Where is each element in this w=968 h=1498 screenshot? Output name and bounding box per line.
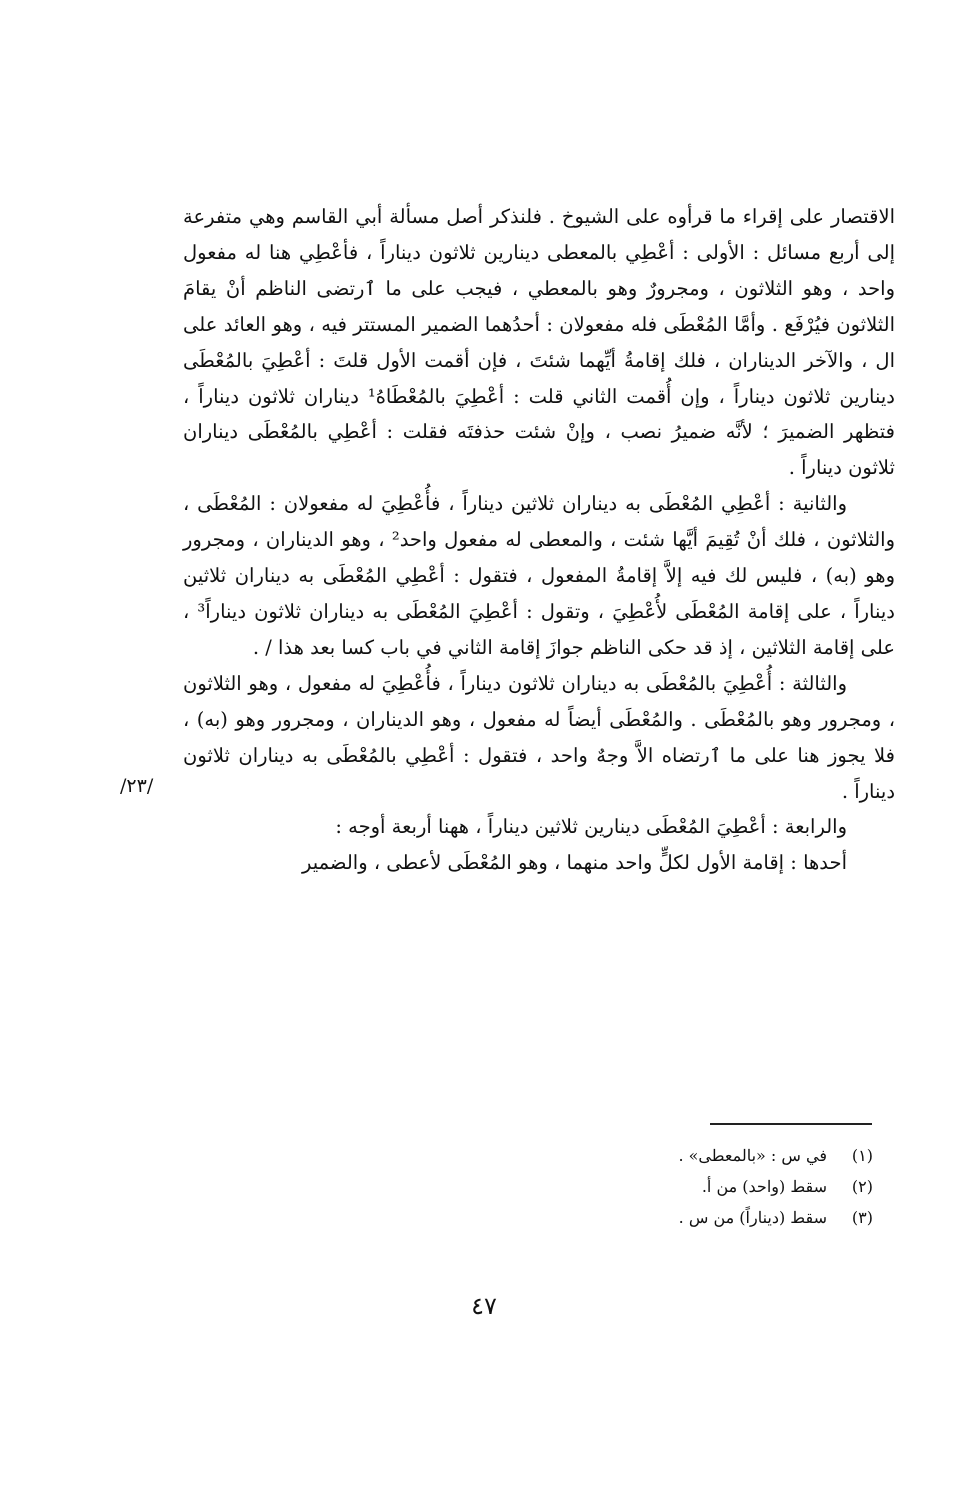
main-text (183, 199, 895, 881)
footnote-item (500, 1171, 873, 1202)
footnote-item (500, 1140, 873, 1171)
manuscript-folio-marker: /٢٣/ (120, 775, 154, 797)
footnotes (500, 1140, 873, 1233)
paragraph-first-aspect: أحدها : إقامة الأول لكلٍّ واحد منهما ، وهو المُعْطَى لأعطى ، والضمير (302, 851, 847, 875)
paragraph-fourth-case: والرابعة : أعْطِيَ المُعْطَى دينارين ثلاثين ديناراً ، ههنا أربعة أوجه : (335, 815, 847, 839)
paragraph-second-case: والثانية : أعْطِي المُعْطَى به ديناران ثلاثين ديناراً ، فأُعْطِيَ له مفعولان : المُعْطَى ، والثلاثون ، فلك أنْ تُقِيمَ أيَّها شئت ، والمعطى له مفعول واحد² ، وهو الديناران ، ومجرور وهو (به) ، فليس لك فيه إلاَّ إقامةُ المفعول ، فتقول : أعْطِي المُعْطَى به ديناران ثلاثين ديناراً ، على إقامة المُعْطَى لأُعْطِيَ ، وتقول : أعْطِيَ المُعْطَى به ديناران ثلاثون ديناراً³ ، على إقامة الثلاثين ، إذ قد حكى الناظم جوازَ إقامة الثاني في باب كسا بعد هذا / . (183, 492, 895, 659)
footnote-text: سقط (واحد) من أ. (701, 1177, 827, 1196)
paragraph-intro: الاقتصار على إقراء ما قرأوه على الشيوخ . فلنذكر أصل مسألة أبي القاسم وهي متفرعة إلى أربع مسائل : الأولى : أعْطِي بالمعطى دينارين ثلاثون ديناراً ، فأعْطِي هنا له مفعول واحد ، وهو الثلاثون ، ومجرورٌ وهو بالمعطي ، فيجب على ما ٱرتضى الناظم أنْ يقامَ الثلاثون فيُرْفَع . وأمَّا المُعْطَى فله مفعولان : أحدُهما الضمير المستتر فيه ، وهو العائد على ال ، والآخر الديناران ، فلك إقامةُ أيِّهما شئتَ ، فإن أقمت الأول قلتَ : أعْطِيَ بالمُعْطَى دينارين ثلاثون ديناراً ، وإن أُقمت الثاني قلت : أعْطِيَ بالمُعْطَاهُ¹ ديناران ثلاثون ديناراً ، فتظهر الضميرَ ؛ لأنَّه ضميرُ نصب ، وإنْ شئت حذفتَه فقلت : أعْطِي بالمُعْطَى ديناران ثلاثون ديناراً . (183, 205, 895, 480)
footnote-text: سقط (ديناراً) من س . (678, 1208, 827, 1227)
paragraph-third-case: والثالثة : أُعْطِيَ بالمُعْطَى به ديناران ثلاثون ديناراً ، فأُعْطِيَ له مفعول ، وهو الثلاثون ، ومجرور وهو بالمُعْطَى . والمُعْطَى أيضاً له مفعول ، وهو الديناران ، ومجرور وهو (به) ، فلا يجوز هنا على ما ٱرتضاه الاَّ وجهٌ واحد ، فتقول : أعْطِي بالمُعْطَى به ديناران ثلاثون ديناراً . (183, 671, 895, 803)
footnote-number: (٣) (851, 1208, 873, 1227)
footnote-number: (٢) (851, 1177, 873, 1196)
footnote-number: (١) (851, 1146, 873, 1165)
page-number: ٤٧ (471, 1292, 497, 1320)
footnote-separator (710, 1123, 872, 1125)
footnote-item (500, 1202, 873, 1233)
footnote-text: في س : «بالمعطى» . (678, 1146, 827, 1165)
